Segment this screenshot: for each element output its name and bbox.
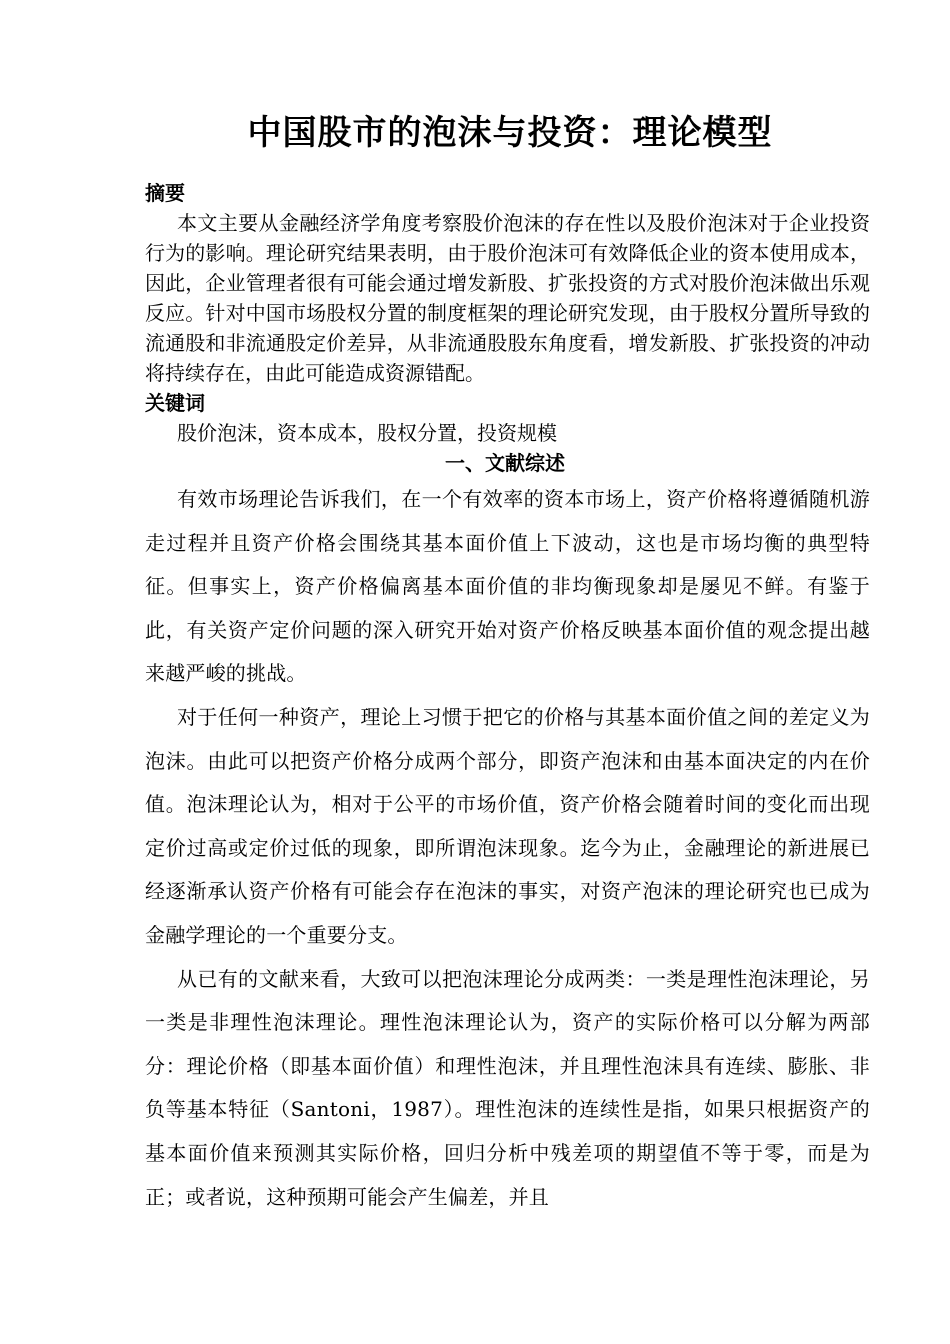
abstract-heading: 摘要 [145,181,185,205]
abstract-text: 本文主要从金融经济学角度考察股价泡沫的存在性以及股价泡沫对于企业投资行为的影响。理论研究结果表明，由于股价泡沫可有效降低企业的资本使用成本，因此，企业管理者很有可能会通过增发新股、扩张投资的方式对股价泡沫做出乐观反应。针对中国市场股权分置的制度框架的理论研究发现，由于股权分置所导致的流通股和非流通股定价差异，从非流通股股东角度看，增发新股、扩张投资的冲动将持续存在，由此可能造成资源错配。 [145,211,870,385]
section-title: 一、文献综述 [445,451,565,475]
paper-content [145,178,870,1219]
body-paragraph: 对于任何一种资产，理论上习惯于把它的价格与其基本面价值之间的差定义为泡沫。由此可以把资产价格分成两个部分，即资产泡沫和由基本面决定的内在价值。泡沫理论认为，相对于公平的市场价值，资产价格会随着时间的变化而出现定价过高或定价过低的现象，即所谓泡沫现象。迄今为止，金融理论的新进展已经逐渐承认资产价格有可能会存在泡沫的事实，对资产泡沫的理论研究也已成为金融学理论的一个重要分支。 [145,704,870,947]
body-paragraph: 有效市场理论告诉我们，在一个有效率的资本市场上，资产价格将遵循随机游走过程并且资产价格会围绕其基本面价值上下波动，这也是市场均衡的典型特征。但事实上，资产价格偏离基本面价值的非均衡现象却是屡见不鲜。有鉴于此，有关资产定价问题的深入研究开始对资产价格反映基本面价值的观念提出越来越严峻的挑战。 [145,487,870,686]
body-paragraph: 从已有的文献来看，大致可以把泡沫理论分成两类：一类是理性泡沫理论，另一类是非理性泡沫理论。理性泡沫理论认为，资产的实际价格可以分解为两部分：理论价格（即基本面价值）和理性泡沫，并且理性泡沫具有连续、膨胀、非负等基本特征（Santoni，1987）。理性泡沫的连续性是指，如果只根据资产的基本面价值来预测其实际价格，回归分析中残差项的期望值不等于零，而是为正；或者说，这种预期可能会产生偏差，并且 [145,966,870,1209]
keywords-text: 股价泡沫，资本成本，股权分置，投资规模 [177,421,557,445]
keywords-heading: 关键词 [145,391,205,415]
paper-title: 中国股市的泡沫与投资：理论模型 [247,113,773,153]
